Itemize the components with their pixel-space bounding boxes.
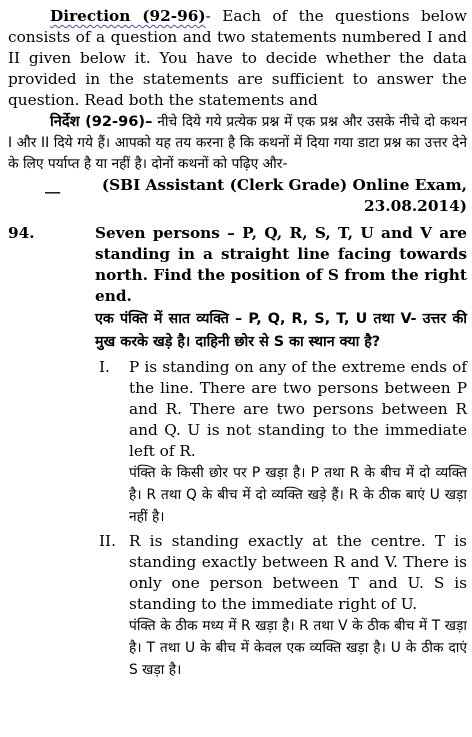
- source-dash: __: [45, 176, 61, 194]
- statement-text-hi: पंक्ति के किसी छोर पर P खड़ा है। P तथा R के बीच में दो व्यक्ति है। R तथा Q के बीच में दो व्यक्ति खड़े हैं। R के ठीक बाएं U खड़ा नहीं है।: [129, 465, 467, 525]
- direction-hi: [8, 111, 467, 175]
- statement-text-en: P is standing on any of the extreme ends of the line. There are two persons between P and R. There are two persons between R and Q. U is not standing to the immediate left of R.: [129, 358, 467, 460]
- source-exam: (SBI Assistant (Clerk Grade) Online Exam,: [101, 176, 467, 194]
- statement-number: I.: [99, 358, 110, 376]
- statement-text-hi: पंक्ति के ठीक मध्य में R खड़ा है। R तथा V के ठीक बीच में T खड़ा है। T तथा U के बीच में केवल एक व्यक्ति खड़ा है। U के ठीक दाएं S खड़ा है।: [129, 618, 467, 678]
- direction-label: Direction (92-96): [50, 7, 206, 25]
- statement-number: II.: [99, 532, 116, 550]
- direction-en: [8, 6, 467, 111]
- direction-label-hi: निर्देश (92-96)–: [50, 113, 153, 130]
- source-date: 23.08.2014): [363, 197, 467, 215]
- question-text-hi: एक पंक्ति में सात व्यक्ति – P, Q, R, S, T, U तथा V- उत्तर की मुख करके खड़े है। दाहिनी छोर से S का स्थान क्या है?: [95, 311, 467, 350]
- statement-1: [95, 357, 467, 528]
- source-line: [8, 175, 467, 196]
- direction-text-hi: नीचे दिये गये प्रत्येक प्रश्न में एक प्रश्न और उसके नीचे दो कथन I और II दिये गये हैं। आपको यह तय करना है कि कथनों में दिया गया डाटा प्रश्न का उत्तर देने के लिए पर्याप्त है या नहीं है। दोनों कथनों को पढ़िए और-: [8, 114, 467, 172]
- question-number: 94.: [8, 224, 35, 242]
- statement-text-en: R is standing exactly at the centre. T is standing exactly between R and V. There is only one person between T and U. S is standing to the immediate right of U.: [129, 532, 467, 613]
- question-block: [8, 223, 467, 681]
- question-text-en: Seven persons – P, Q, R, S, T, U and V are standing in a straight line facing towards north. Find the position of S from the right end.: [95, 224, 467, 305]
- statement-2: [95, 531, 467, 681]
- direction-text-en: - Each of the questions below consists of a question and two statements numbered I and II given below it. You have to decide whether the data provided in the statements are sufficient to answer the question. Read both the statements and: [8, 7, 467, 109]
